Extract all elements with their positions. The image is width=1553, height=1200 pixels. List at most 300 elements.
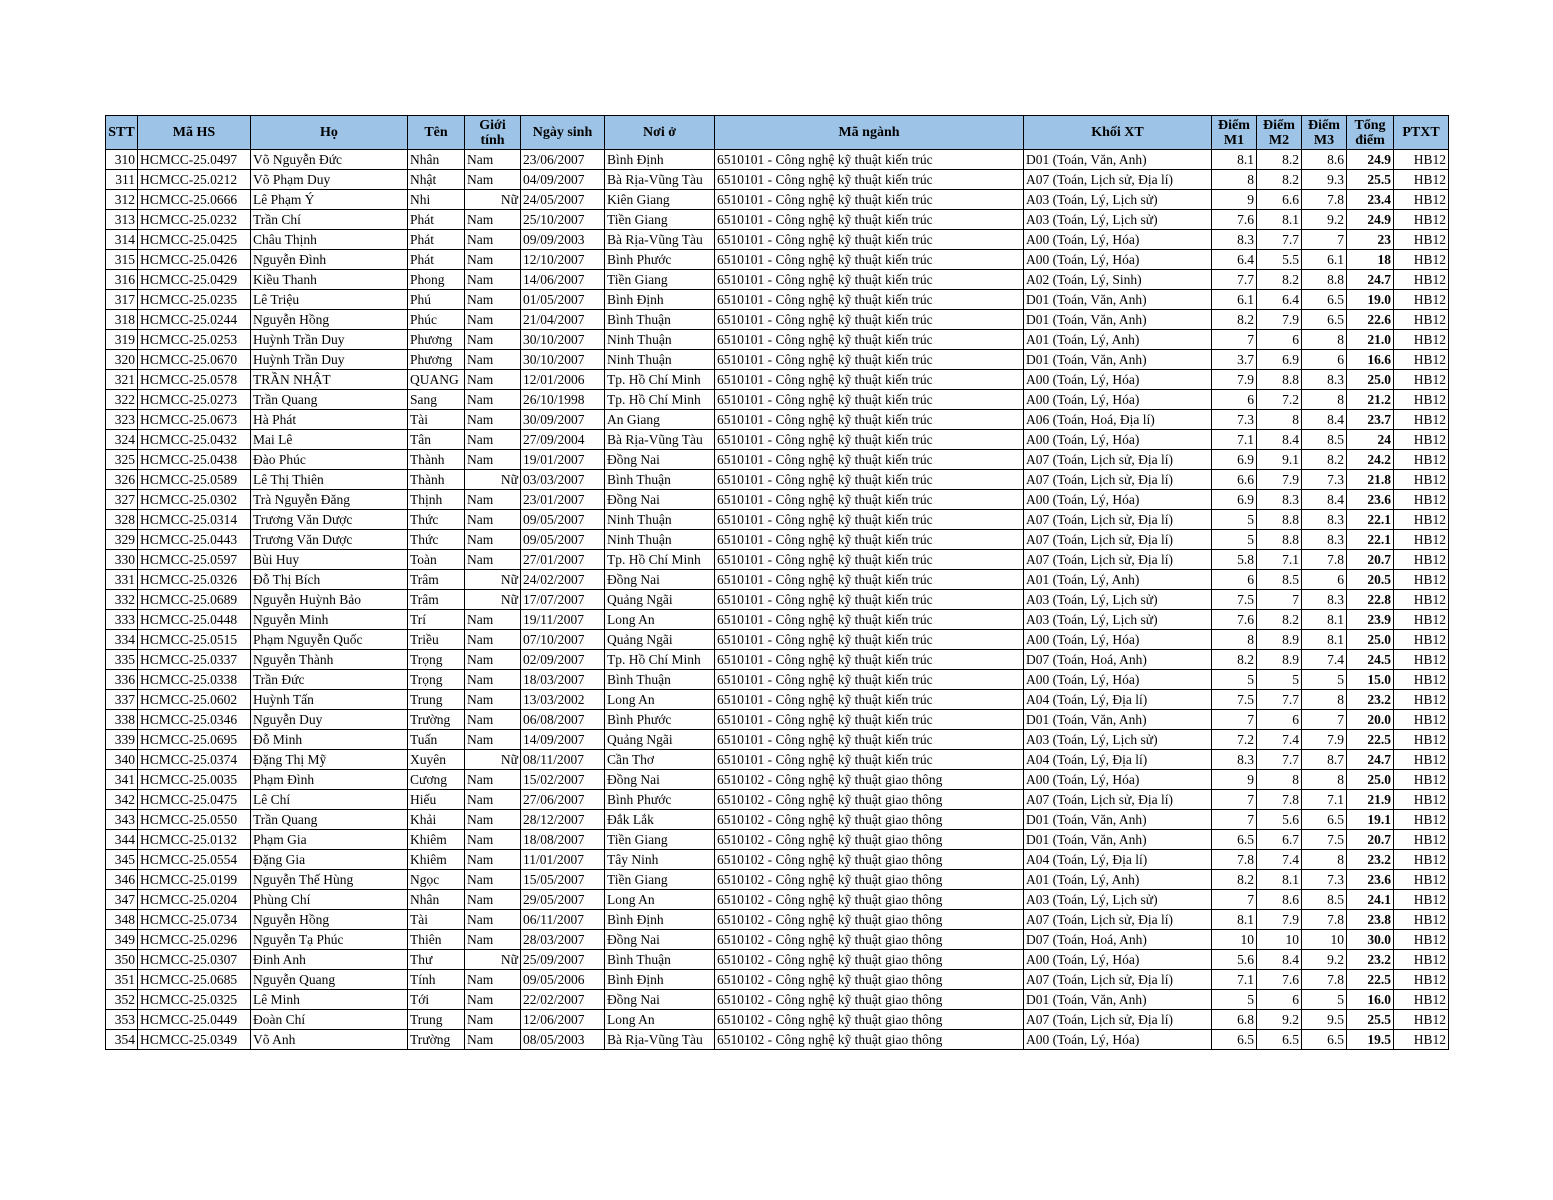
birth-date-cell: 09/09/2003 [521,230,605,250]
subject-group-cell: D07 (Toán, Hoá, Anh) [1024,930,1212,950]
first-name-cell: Triều [408,630,465,650]
subject-group-cell: D01 (Toán, Văn, Anh) [1024,810,1212,830]
last-name-cell: Nguyễn Hồng [251,910,408,930]
table-row [106,810,1449,830]
gender-cell: Nam [465,830,521,850]
score-m2-cell: 7.9 [1257,310,1302,330]
header-student-id: Mã HS [138,116,251,150]
score-m1-cell: 5.6 [1212,950,1257,970]
stt-cell: 323 [106,410,138,430]
score-m3-cell: 8.8 [1302,270,1347,290]
major-cell: 6510101 - Công nghệ kỹ thuật kiến trúc [715,330,1024,350]
admission-method-cell: HB12 [1394,170,1449,190]
score-m2-cell: 8.2 [1257,170,1302,190]
first-name-cell: Phát [408,210,465,230]
total-score-cell: 22.1 [1347,530,1394,550]
stt-cell: 341 [106,770,138,790]
last-name-cell: Nguyễn Hồng [251,310,408,330]
subject-group-cell: D01 (Toán, Văn, Anh) [1024,350,1212,370]
first-name-cell: Thịnh [408,490,465,510]
table-row [106,590,1449,610]
score-m3-cell: 7.1 [1302,790,1347,810]
total-score-cell: 30.0 [1347,930,1394,950]
student-id-cell: HCMCC-25.0273 [138,390,251,410]
gender-cell: Nam [465,350,521,370]
major-cell: 6510102 - Công nghệ kỹ thuật giao thông [715,810,1024,830]
score-m1-cell: 8 [1212,630,1257,650]
admission-method-cell: HB12 [1394,730,1449,750]
subject-group-cell: A00 (Toán, Lý, Hóa) [1024,950,1212,970]
score-m3-cell: 8.2 [1302,450,1347,470]
score-m1-cell: 3.7 [1212,350,1257,370]
major-cell: 6510101 - Công nghệ kỹ thuật kiến trúc [715,290,1024,310]
first-name-cell: Tính [408,970,465,990]
score-m2-cell: 8.1 [1257,210,1302,230]
gender-cell: Nam [465,710,521,730]
table-row [106,910,1449,930]
score-m1-cell: 6.1 [1212,290,1257,310]
stt-cell: 312 [106,190,138,210]
score-m3-cell: 8.6 [1302,150,1347,170]
admission-method-cell: HB12 [1394,850,1449,870]
total-score-cell: 22.1 [1347,510,1394,530]
student-id-cell: HCMCC-25.0734 [138,910,251,930]
subject-group-cell: A02 (Toán, Lý, Sinh) [1024,270,1212,290]
residence-cell: Bà Rịa-Vũng Tàu [605,430,715,450]
score-m2-cell: 6 [1257,710,1302,730]
score-m1-cell: 7 [1212,890,1257,910]
last-name-cell: Đoàn Chí [251,1010,408,1030]
table-row [106,730,1449,750]
stt-cell: 317 [106,290,138,310]
gender-cell: Nam [465,490,521,510]
total-score-cell: 25.0 [1347,770,1394,790]
table-row [106,410,1449,430]
student-id-cell: HCMCC-25.0673 [138,410,251,430]
last-name-cell: Nguyễn Huỳnh Bảo [251,590,408,610]
residence-cell: Đồng Nai [605,450,715,470]
score-m2-cell: 9.2 [1257,1010,1302,1030]
birth-date-cell: 24/02/2007 [521,570,605,590]
last-name-cell: Bùi Huy [251,550,408,570]
first-name-cell: Tuấn [408,730,465,750]
table-row [106,670,1449,690]
admission-method-cell: HB12 [1394,910,1449,930]
stt-cell: 349 [106,930,138,950]
last-name-cell: Trương Văn Dược [251,530,408,550]
admission-method-cell: HB12 [1394,790,1449,810]
birth-date-cell: 30/10/2007 [521,330,605,350]
admission-results-table [105,115,1449,1050]
admission-method-cell: HB12 [1394,230,1449,250]
first-name-cell: Tài [408,910,465,930]
table-row [106,630,1449,650]
birth-date-cell: 22/02/2007 [521,990,605,1010]
student-id-cell: HCMCC-25.0685 [138,970,251,990]
stt-cell: 327 [106,490,138,510]
score-m1-cell: 10 [1212,930,1257,950]
birth-date-cell: 24/05/2007 [521,190,605,210]
student-id-cell: HCMCC-25.0425 [138,230,251,250]
birth-date-cell: 25/10/2007 [521,210,605,230]
last-name-cell: Châu Thịnh [251,230,408,250]
last-name-cell: Nguyễn Tạ Phúc [251,930,408,950]
birth-date-cell: 13/03/2002 [521,690,605,710]
last-name-cell: Đào Phúc [251,450,408,470]
residence-cell: Bình Phước [605,710,715,730]
score-m1-cell: 7.3 [1212,410,1257,430]
last-name-cell: Huỳnh Tấn [251,690,408,710]
stt-cell: 326 [106,470,138,490]
birth-date-cell: 14/06/2007 [521,270,605,290]
score-m1-cell: 6 [1212,570,1257,590]
score-m1-cell: 5 [1212,530,1257,550]
score-m2-cell: 8.2 [1257,270,1302,290]
stt-cell: 314 [106,230,138,250]
birth-date-cell: 12/10/2007 [521,250,605,270]
header-row [106,116,1449,150]
first-name-cell: QUANG [408,370,465,390]
subject-group-cell: A04 (Toán, Lý, Địa lí) [1024,750,1212,770]
header-stt: STT [106,116,138,150]
admission-method-cell: HB12 [1394,330,1449,350]
table-row [106,390,1449,410]
residence-cell: Long An [605,610,715,630]
first-name-cell: Thư [408,950,465,970]
birth-date-cell: 30/10/2007 [521,350,605,370]
residence-cell: Tp. Hồ Chí Minh [605,370,715,390]
score-m3-cell: 7 [1302,710,1347,730]
score-m2-cell: 7.7 [1257,750,1302,770]
score-m1-cell: 7.6 [1212,610,1257,630]
score-m3-cell: 9.3 [1302,170,1347,190]
table-row [106,1010,1449,1030]
student-id-cell: HCMCC-25.0432 [138,430,251,450]
last-name-cell: Huỳnh Trần Duy [251,330,408,350]
score-m2-cell: 8.8 [1257,370,1302,390]
score-m3-cell: 8 [1302,770,1347,790]
stt-cell: 330 [106,550,138,570]
score-m2-cell: 8.4 [1257,950,1302,970]
score-m1-cell: 7.7 [1212,270,1257,290]
admission-method-cell: HB12 [1394,670,1449,690]
birth-date-cell: 19/11/2007 [521,610,605,630]
student-id-cell: HCMCC-25.0426 [138,250,251,270]
score-m1-cell: 7.8 [1212,850,1257,870]
score-m3-cell: 8.3 [1302,530,1347,550]
total-score-cell: 19.1 [1347,810,1394,830]
subject-group-cell: A07 (Toán, Lịch sử, Địa lí) [1024,970,1212,990]
score-m2-cell: 6 [1257,990,1302,1010]
residence-cell: Cần Thơ [605,750,715,770]
score-m3-cell: 10 [1302,930,1347,950]
student-id-cell: HCMCC-25.0035 [138,770,251,790]
last-name-cell: Võ Nguyễn Đức [251,150,408,170]
total-score-cell: 21.8 [1347,470,1394,490]
major-cell: 6510101 - Công nghệ kỹ thuật kiến trúc [715,190,1024,210]
last-name-cell: Mai Lê [251,430,408,450]
admission-method-cell: HB12 [1394,390,1449,410]
residence-cell: Long An [605,1010,715,1030]
major-cell: 6510101 - Công nghệ kỹ thuật kiến trúc [715,390,1024,410]
stt-cell: 345 [106,850,138,870]
table-row [106,530,1449,550]
score-m1-cell: 7.1 [1212,430,1257,450]
major-cell: 6510101 - Công nghệ kỹ thuật kiến trúc [715,350,1024,370]
student-id-cell: HCMCC-25.0307 [138,950,251,970]
header-birth-date: Ngày sinh [521,116,605,150]
admission-method-cell: HB12 [1394,810,1449,830]
score-m2-cell: 7.7 [1257,230,1302,250]
gender-cell: Nam [465,290,521,310]
score-m2-cell: 8.2 [1257,610,1302,630]
student-id-cell: HCMCC-25.0326 [138,570,251,590]
last-name-cell: Trần Quang [251,810,408,830]
gender-cell: Nam [465,1030,521,1050]
birth-date-cell: 18/08/2007 [521,830,605,850]
major-cell: 6510102 - Công nghệ kỹ thuật giao thông [715,910,1024,930]
score-m2-cell: 6.6 [1257,190,1302,210]
score-m1-cell: 8.2 [1212,310,1257,330]
gender-cell: Nam [465,550,521,570]
residence-cell: Bà Rịa-Vũng Tàu [605,170,715,190]
last-name-cell: Phạm Đình [251,770,408,790]
subject-group-cell: A00 (Toán, Lý, Hóa) [1024,770,1212,790]
major-cell: 6510101 - Công nghệ kỹ thuật kiến trúc [715,410,1024,430]
score-m3-cell: 6 [1302,350,1347,370]
first-name-cell: Tân [408,430,465,450]
header-subject-group: Khối XT [1024,116,1212,150]
student-id-cell: HCMCC-25.0374 [138,750,251,770]
total-score-cell: 20.7 [1347,830,1394,850]
total-score-cell: 23.4 [1347,190,1394,210]
major-cell: 6510102 - Công nghệ kỹ thuật giao thông [715,870,1024,890]
gender-cell: Nam [465,810,521,830]
student-id-cell: HCMCC-25.0550 [138,810,251,830]
first-name-cell: Phú [408,290,465,310]
score-m2-cell: 8.1 [1257,870,1302,890]
stt-cell: 351 [106,970,138,990]
birth-date-cell: 07/10/2007 [521,630,605,650]
stt-cell: 353 [106,1010,138,1030]
last-name-cell: Nguyễn Duy [251,710,408,730]
student-id-cell: HCMCC-25.0346 [138,710,251,730]
subject-group-cell: A03 (Toán, Lý, Lịch sử) [1024,590,1212,610]
subject-group-cell: A07 (Toán, Lịch sử, Địa lí) [1024,510,1212,530]
stt-cell: 315 [106,250,138,270]
first-name-cell: Khiêm [408,830,465,850]
score-m1-cell: 7.5 [1212,690,1257,710]
score-m3-cell: 7.8 [1302,190,1347,210]
subject-group-cell: A07 (Toán, Lịch sử, Địa lí) [1024,790,1212,810]
table-row [106,150,1449,170]
stt-cell: 318 [106,310,138,330]
subject-group-cell: A07 (Toán, Lịch sử, Địa lí) [1024,450,1212,470]
header-first-name: Tên [408,116,465,150]
total-score-cell: 19.0 [1347,290,1394,310]
admission-method-cell: HB12 [1394,950,1449,970]
subject-group-cell: D01 (Toán, Văn, Anh) [1024,290,1212,310]
birth-date-cell: 03/03/2007 [521,470,605,490]
table-row [106,950,1449,970]
student-id-cell: HCMCC-25.0244 [138,310,251,330]
score-m2-cell: 8 [1257,410,1302,430]
total-score-cell: 21.9 [1347,790,1394,810]
score-m3-cell: 6 [1302,570,1347,590]
stt-cell: 344 [106,830,138,850]
residence-cell: Ninh Thuận [605,350,715,370]
major-cell: 6510101 - Công nghệ kỹ thuật kiến trúc [715,490,1024,510]
residence-cell: Quảng Ngãi [605,730,715,750]
score-m1-cell: 5 [1212,510,1257,530]
student-id-cell: HCMCC-25.0132 [138,830,251,850]
student-id-cell: HCMCC-25.0429 [138,270,251,290]
gender-cell: Nam [465,310,521,330]
table-row [106,230,1449,250]
last-name-cell: Huỳnh Trần Duy [251,350,408,370]
subject-group-cell: D01 (Toán, Văn, Anh) [1024,150,1212,170]
table-row [106,350,1449,370]
score-m3-cell: 7.8 [1302,550,1347,570]
first-name-cell: Tới [408,990,465,1010]
subject-group-cell: A00 (Toán, Lý, Hóa) [1024,630,1212,650]
first-name-cell: Trường [408,1030,465,1050]
birth-date-cell: 19/01/2007 [521,450,605,470]
admission-method-cell: HB12 [1394,430,1449,450]
gender-cell: Nữ [465,950,521,970]
last-name-cell: Lê Chí [251,790,408,810]
score-m1-cell: 8.1 [1212,150,1257,170]
subject-group-cell: A07 (Toán, Lịch sử, Địa lí) [1024,910,1212,930]
score-m2-cell: 7.2 [1257,390,1302,410]
subject-group-cell: A00 (Toán, Lý, Hóa) [1024,250,1212,270]
major-cell: 6510102 - Công nghệ kỹ thuật giao thông [715,890,1024,910]
score-m2-cell: 6.5 [1257,1030,1302,1050]
birth-date-cell: 23/06/2007 [521,150,605,170]
admission-method-cell: HB12 [1394,370,1449,390]
gender-cell: Nam [465,850,521,870]
last-name-cell: Đặng Gia [251,850,408,870]
stt-cell: 346 [106,870,138,890]
score-m2-cell: 7.1 [1257,550,1302,570]
total-score-cell: 23 [1347,230,1394,250]
gender-cell: Nam [465,410,521,430]
total-score-cell: 19.5 [1347,1030,1394,1050]
score-m1-cell: 6 [1212,390,1257,410]
score-m2-cell: 8.6 [1257,890,1302,910]
birth-date-cell: 29/05/2007 [521,890,605,910]
major-cell: 6510101 - Công nghệ kỹ thuật kiến trúc [715,150,1024,170]
admission-method-cell: HB12 [1394,350,1449,370]
score-m1-cell: 7 [1212,710,1257,730]
major-cell: 6510102 - Công nghệ kỹ thuật giao thông [715,770,1024,790]
table-row [106,610,1449,630]
table-row [106,570,1449,590]
score-m2-cell: 7.9 [1257,910,1302,930]
student-id-cell: HCMCC-25.0253 [138,330,251,350]
admission-method-cell: HB12 [1394,570,1449,590]
table-row [106,290,1449,310]
residence-cell: Đồng Nai [605,570,715,590]
total-score-cell: 24.9 [1347,210,1394,230]
score-m3-cell: 8.3 [1302,370,1347,390]
score-m1-cell: 6.9 [1212,490,1257,510]
gender-cell: Nam [465,170,521,190]
first-name-cell: Phương [408,350,465,370]
stt-cell: 331 [106,570,138,590]
subject-group-cell: A00 (Toán, Lý, Hóa) [1024,230,1212,250]
score-m3-cell: 6.5 [1302,290,1347,310]
table-row [106,750,1449,770]
first-name-cell: Xuyên [408,750,465,770]
score-m1-cell: 8.3 [1212,230,1257,250]
last-name-cell: Nguyễn Thành [251,650,408,670]
score-m2-cell: 7 [1257,590,1302,610]
admission-method-cell: HB12 [1394,650,1449,670]
stt-cell: 352 [106,990,138,1010]
total-score-cell: 24.7 [1347,270,1394,290]
gender-cell: Nam [465,370,521,390]
student-id-cell: HCMCC-25.0302 [138,490,251,510]
residence-cell: Đồng Nai [605,490,715,510]
major-cell: 6510102 - Công nghệ kỹ thuật giao thông [715,850,1024,870]
subject-group-cell: A00 (Toán, Lý, Hóa) [1024,490,1212,510]
last-name-cell: Trần Đức [251,670,408,690]
major-cell: 6510102 - Công nghệ kỹ thuật giao thông [715,830,1024,850]
residence-cell: Bà Rịa-Vũng Tàu [605,1030,715,1050]
score-m3-cell: 9.2 [1302,950,1347,970]
admission-method-cell: HB12 [1394,870,1449,890]
score-m1-cell: 6.6 [1212,470,1257,490]
subject-group-cell: D01 (Toán, Văn, Anh) [1024,310,1212,330]
major-cell: 6510102 - Công nghệ kỹ thuật giao thông [715,970,1024,990]
admission-method-cell: HB12 [1394,530,1449,550]
stt-cell: 348 [106,910,138,930]
score-m1-cell: 6.4 [1212,250,1257,270]
score-m2-cell: 5 [1257,670,1302,690]
student-id-cell: HCMCC-25.0515 [138,630,251,650]
first-name-cell: Thành [408,470,465,490]
table-row [106,890,1449,910]
total-score-cell: 21.0 [1347,330,1394,350]
total-score-cell: 25.0 [1347,370,1394,390]
table-row [106,470,1449,490]
total-score-cell: 23.2 [1347,950,1394,970]
score-m3-cell: 7 [1302,230,1347,250]
table-row [106,770,1449,790]
score-m1-cell: 8.2 [1212,650,1257,670]
subject-group-cell: A01 (Toán, Lý, Anh) [1024,870,1212,890]
header-score-m1: Điểm M1 [1212,116,1257,150]
subject-group-cell: A03 (Toán, Lý, Lịch sử) [1024,610,1212,630]
gender-cell: Nam [465,990,521,1010]
subject-group-cell: A07 (Toán, Lịch sử, Địa lí) [1024,170,1212,190]
student-id-cell: HCMCC-25.0204 [138,890,251,910]
total-score-cell: 24 [1347,430,1394,450]
student-id-cell: HCMCC-25.0448 [138,610,251,630]
first-name-cell: Nhân [408,890,465,910]
residence-cell: Kiên Giang [605,190,715,210]
last-name-cell: Đỗ Minh [251,730,408,750]
stt-cell: 329 [106,530,138,550]
score-m2-cell: 8.8 [1257,530,1302,550]
student-id-cell: HCMCC-25.0349 [138,1030,251,1050]
header-admission-method: PTXT [1394,116,1449,150]
residence-cell: Long An [605,690,715,710]
score-m3-cell: 8.3 [1302,510,1347,530]
score-m2-cell: 8 [1257,770,1302,790]
stt-cell: 311 [106,170,138,190]
